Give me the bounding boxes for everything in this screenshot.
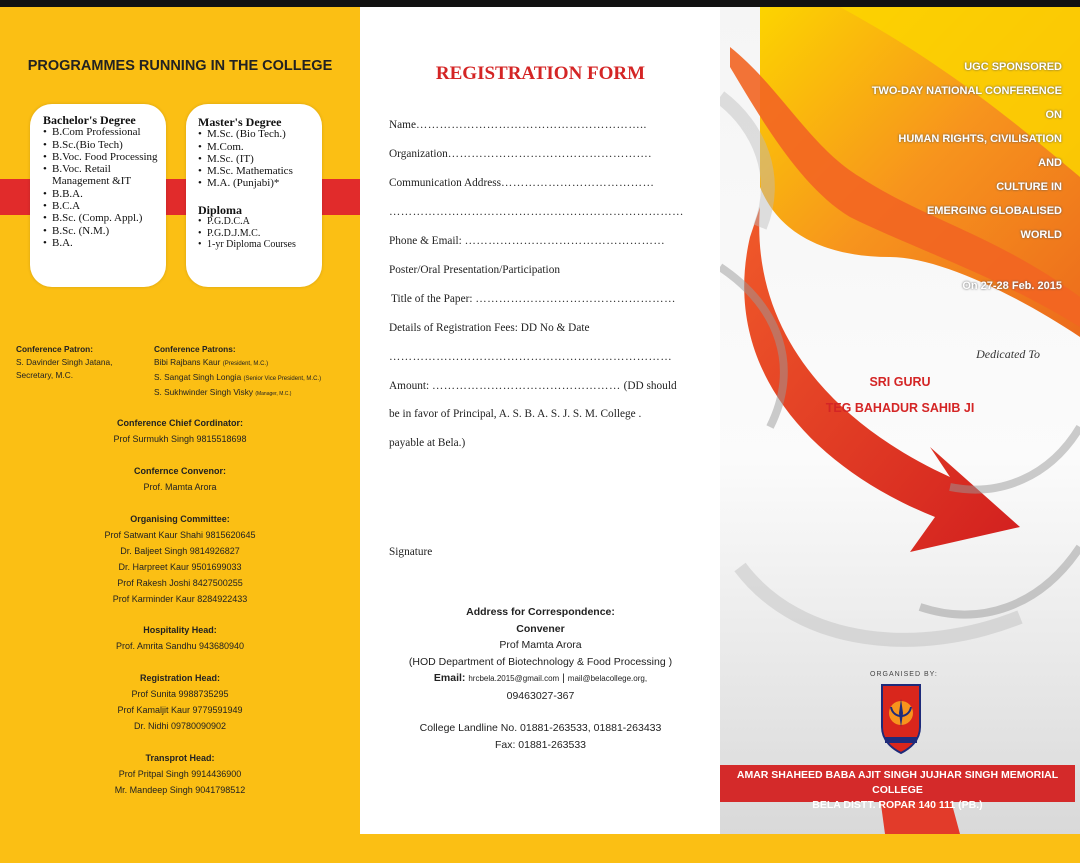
patron-item	[154, 357, 268, 367]
list-item: • M.A. (Punjabi)*	[198, 177, 296, 189]
name-field[interactable]: Name…………………………………………………..	[389, 119, 647, 131]
patron-name: S. Davinder Singh Jatana,	[16, 357, 113, 367]
correspondence-block: Address for Correspondence: Convener Prof Mamta Arora (HOD Department of Biotechnology & Food Processing ) Email: hrcbela.2015@gmail.com | mail@belacollege.org, 09463027-367	[408, 606, 673, 702]
amount-field[interactable]: Amount: ………………………………………… (DD should	[389, 380, 677, 392]
favor-note: be in favor of Principal, A. S. B. A. S. J. S. M. College .	[389, 408, 642, 420]
address-field[interactable]: Communication Address…………………………………	[389, 177, 655, 189]
patron-block	[16, 343, 112, 382]
organising-block	[0, 511, 360, 607]
list-item: • M.Sc. (IT)	[198, 153, 296, 165]
list-item: • M.Sc. (Bio Tech.)	[198, 128, 296, 140]
registration-block	[0, 670, 360, 734]
convener-phone: 09463027-367	[506, 689, 575, 702]
hospitality-block	[0, 622, 360, 654]
list-item: • M.Com.	[198, 141, 296, 153]
chief-name: Prof Surmukh Singh 9815518698	[113, 434, 247, 444]
guru-line-1: SRI GURU	[869, 375, 931, 389]
email-link[interactable]: hrcbela.2015@gmail.com	[468, 674, 560, 683]
patron-role: (President, M.C.)	[222, 361, 269, 367]
hospitality-name: Prof. Amrita Sandhu 943680940	[115, 641, 245, 651]
convener-role: Convener	[516, 622, 565, 635]
bottom-border	[0, 834, 1080, 863]
list-item: • B.B.A.	[43, 188, 162, 200]
guru-line-2: TEG BAHADUR SAHIB JI	[825, 401, 975, 415]
conference-title	[872, 55, 1062, 247]
top-border	[0, 0, 1080, 7]
landline-block	[360, 720, 721, 753]
patron-name: Bibi Rajbans Kaur	[154, 357, 221, 367]
list-item: • M.Sc. Mathematics	[198, 165, 296, 177]
list-item: • 1-yr Diploma Courses	[198, 239, 296, 251]
list-item: • B.C.A	[43, 200, 162, 212]
registration-member: Prof Kamaljit Kaur 9779591949	[117, 705, 243, 715]
fax: Fax: 01881-263533	[494, 738, 587, 751]
list-item: • B.Voc. Retail Management &IT	[43, 163, 162, 188]
convener-name: Prof Mamta Arora	[499, 639, 582, 651]
diploma-heading: Diploma	[198, 202, 243, 217]
chief-label: Conference Chief Cordinator:	[116, 418, 243, 428]
email-label: Email:	[433, 672, 466, 684]
master-box	[186, 104, 322, 287]
title-line: HUMAN RIGHTS, CIVILISATION	[898, 133, 1062, 145]
organising-member: Prof Rakesh Joshi 8427500255	[117, 578, 243, 588]
list-item: • B.Sc. (Comp. Appl.)	[43, 212, 162, 224]
list-item: • B.Voc. Food Processing	[43, 151, 162, 163]
paper-field[interactable]: Title of the Paper: ……………………………………………	[391, 293, 676, 305]
college-banner	[720, 765, 1075, 811]
chief-block	[0, 415, 360, 447]
address-label: Communication Address	[389, 177, 502, 189]
phone-label: Phone & Email:	[389, 235, 462, 247]
poster-label: Poster/Oral Presentation/Participation	[389, 264, 560, 276]
transport-member: Mr. Mandeep Singh 9041798512	[114, 785, 246, 795]
registration-member: Dr. Nidhi 09780090902	[133, 721, 227, 731]
dedicated-to: Dedicated To	[976, 347, 1040, 361]
organization-label: Organization	[389, 148, 448, 160]
address-line2[interactable]: …………………………………………………………………	[389, 206, 684, 218]
title-line: TWO-DAY NATIONAL CONFERENCE	[871, 85, 1062, 97]
master-list	[198, 128, 296, 189]
organising-label: Organising Committee:	[130, 514, 230, 524]
hospitality-label: Hospitality Head:	[143, 625, 217, 635]
landline: College Landline No. 01881-263533, 01881-263433	[419, 722, 662, 734]
fees-label: Details of Registration Fees: DD No & Date	[389, 322, 590, 334]
patron-item	[154, 387, 291, 397]
signature-field[interactable]: Signature	[389, 546, 433, 558]
list-item: • B.Sc. (N.M.)	[43, 225, 162, 237]
transport-label: Transprot Head:	[145, 753, 215, 763]
patrons-label: Conference Patrons:	[154, 344, 236, 354]
transport-member: Prof Pritpal Singh 9914436900	[118, 769, 242, 779]
patron-item	[154, 372, 321, 382]
title-line: ON	[1045, 109, 1062, 121]
organising-member: Prof Satwant Kaur Shahi 9815620645	[104, 530, 256, 540]
convenor-block	[0, 463, 360, 495]
convener-dept: (HOD Department of Biotechnology & Food Processing )	[408, 655, 673, 668]
patron-role: (Senior Vice President, M.C.)	[243, 376, 322, 382]
programmes-title: PROGRAMMES RUNNING IN THE COLLEGE	[27, 58, 333, 74]
organising-member: Prof Karminder Kaur 8284922433	[112, 594, 248, 604]
registration-panel	[360, 7, 721, 834]
organised-by: ORGANISED BY:	[870, 671, 938, 678]
paper-label: Title of the Paper:	[391, 293, 473, 305]
patron-label: Conference Patron:	[16, 344, 93, 354]
patrons-block	[154, 343, 321, 401]
title-line: CULTURE IN	[996, 181, 1062, 193]
poster-field[interactable]	[389, 264, 699, 276]
bachelor-heading: Bachelor's Degree	[43, 113, 136, 127]
diploma-list	[198, 216, 296, 251]
transport-block	[0, 750, 360, 798]
list-item: • P.G.D.J.M.C.	[198, 228, 296, 240]
organising-member: Dr. Harpreet Kaur 9501699033	[118, 562, 242, 572]
college-name: AMAR SHAHEED BABA AJIT SINGH JUJHAR SINGH MEMORIAL COLLEGE	[736, 769, 1059, 796]
convenor-label: Confernce Convenor:	[133, 466, 226, 476]
list-item: • B.Com Professional	[43, 126, 162, 138]
phone-field[interactable]: Phone & Email: ……………………………………………	[389, 235, 666, 247]
bachelor-box	[30, 104, 166, 287]
title-line: AND	[1038, 157, 1062, 169]
convenor-name: Prof. Mamta Arora	[143, 482, 217, 492]
patron-role: (Manager, M.C.)	[255, 391, 292, 397]
name-label: Name	[389, 119, 416, 131]
college-address: BELA DISTT. ROPAR 140 111 (PB.)	[812, 799, 983, 811]
title-line: WORLD	[1020, 229, 1062, 241]
registration-member: Prof Sunita 9988735295	[131, 689, 229, 699]
amount-label: Amount:	[389, 380, 430, 392]
cover-panel	[720, 7, 1080, 834]
organization-field[interactable]: Organization…………………………………………….	[389, 148, 652, 160]
list-item: • P.G.D.C.A	[198, 216, 296, 228]
title-line: EMERGING GLOBALISED	[926, 205, 1062, 217]
registration-label: Registration Head:	[139, 673, 220, 683]
patron-name: S. Sukhwinder Singh Visky	[154, 387, 253, 397]
master-heading: Master's Degree	[198, 115, 282, 129]
patron-role: Secretary, M.C.	[16, 370, 74, 380]
email-link[interactable]: mail@belacollege.org,	[567, 674, 648, 683]
bachelor-list	[43, 126, 162, 249]
conference-date: On 27-28 Feb. 2015	[962, 280, 1062, 292]
list-item: • B.A.	[43, 237, 162, 249]
fees-field	[389, 322, 699, 334]
programmes-panel	[0, 7, 360, 834]
registration-title: REGISTRATION FORM	[435, 63, 646, 84]
dd-note: (DD should	[623, 380, 677, 392]
fees-line[interactable]: ………………………………………………………………	[389, 351, 673, 363]
payable-note: payable at Bela.)	[389, 437, 466, 449]
college-logo-icon	[879, 683, 923, 757]
correspondence-heading: Address for Correspondence:	[466, 606, 615, 618]
patron-name: S. Sangat Singh Longia	[154, 372, 242, 382]
list-item: • B.Sc.(Bio Tech)	[43, 139, 162, 151]
organising-member: Dr. Baljeet Singh 9814926827	[120, 546, 240, 556]
title-line: UGC SPONSORED	[964, 61, 1062, 73]
